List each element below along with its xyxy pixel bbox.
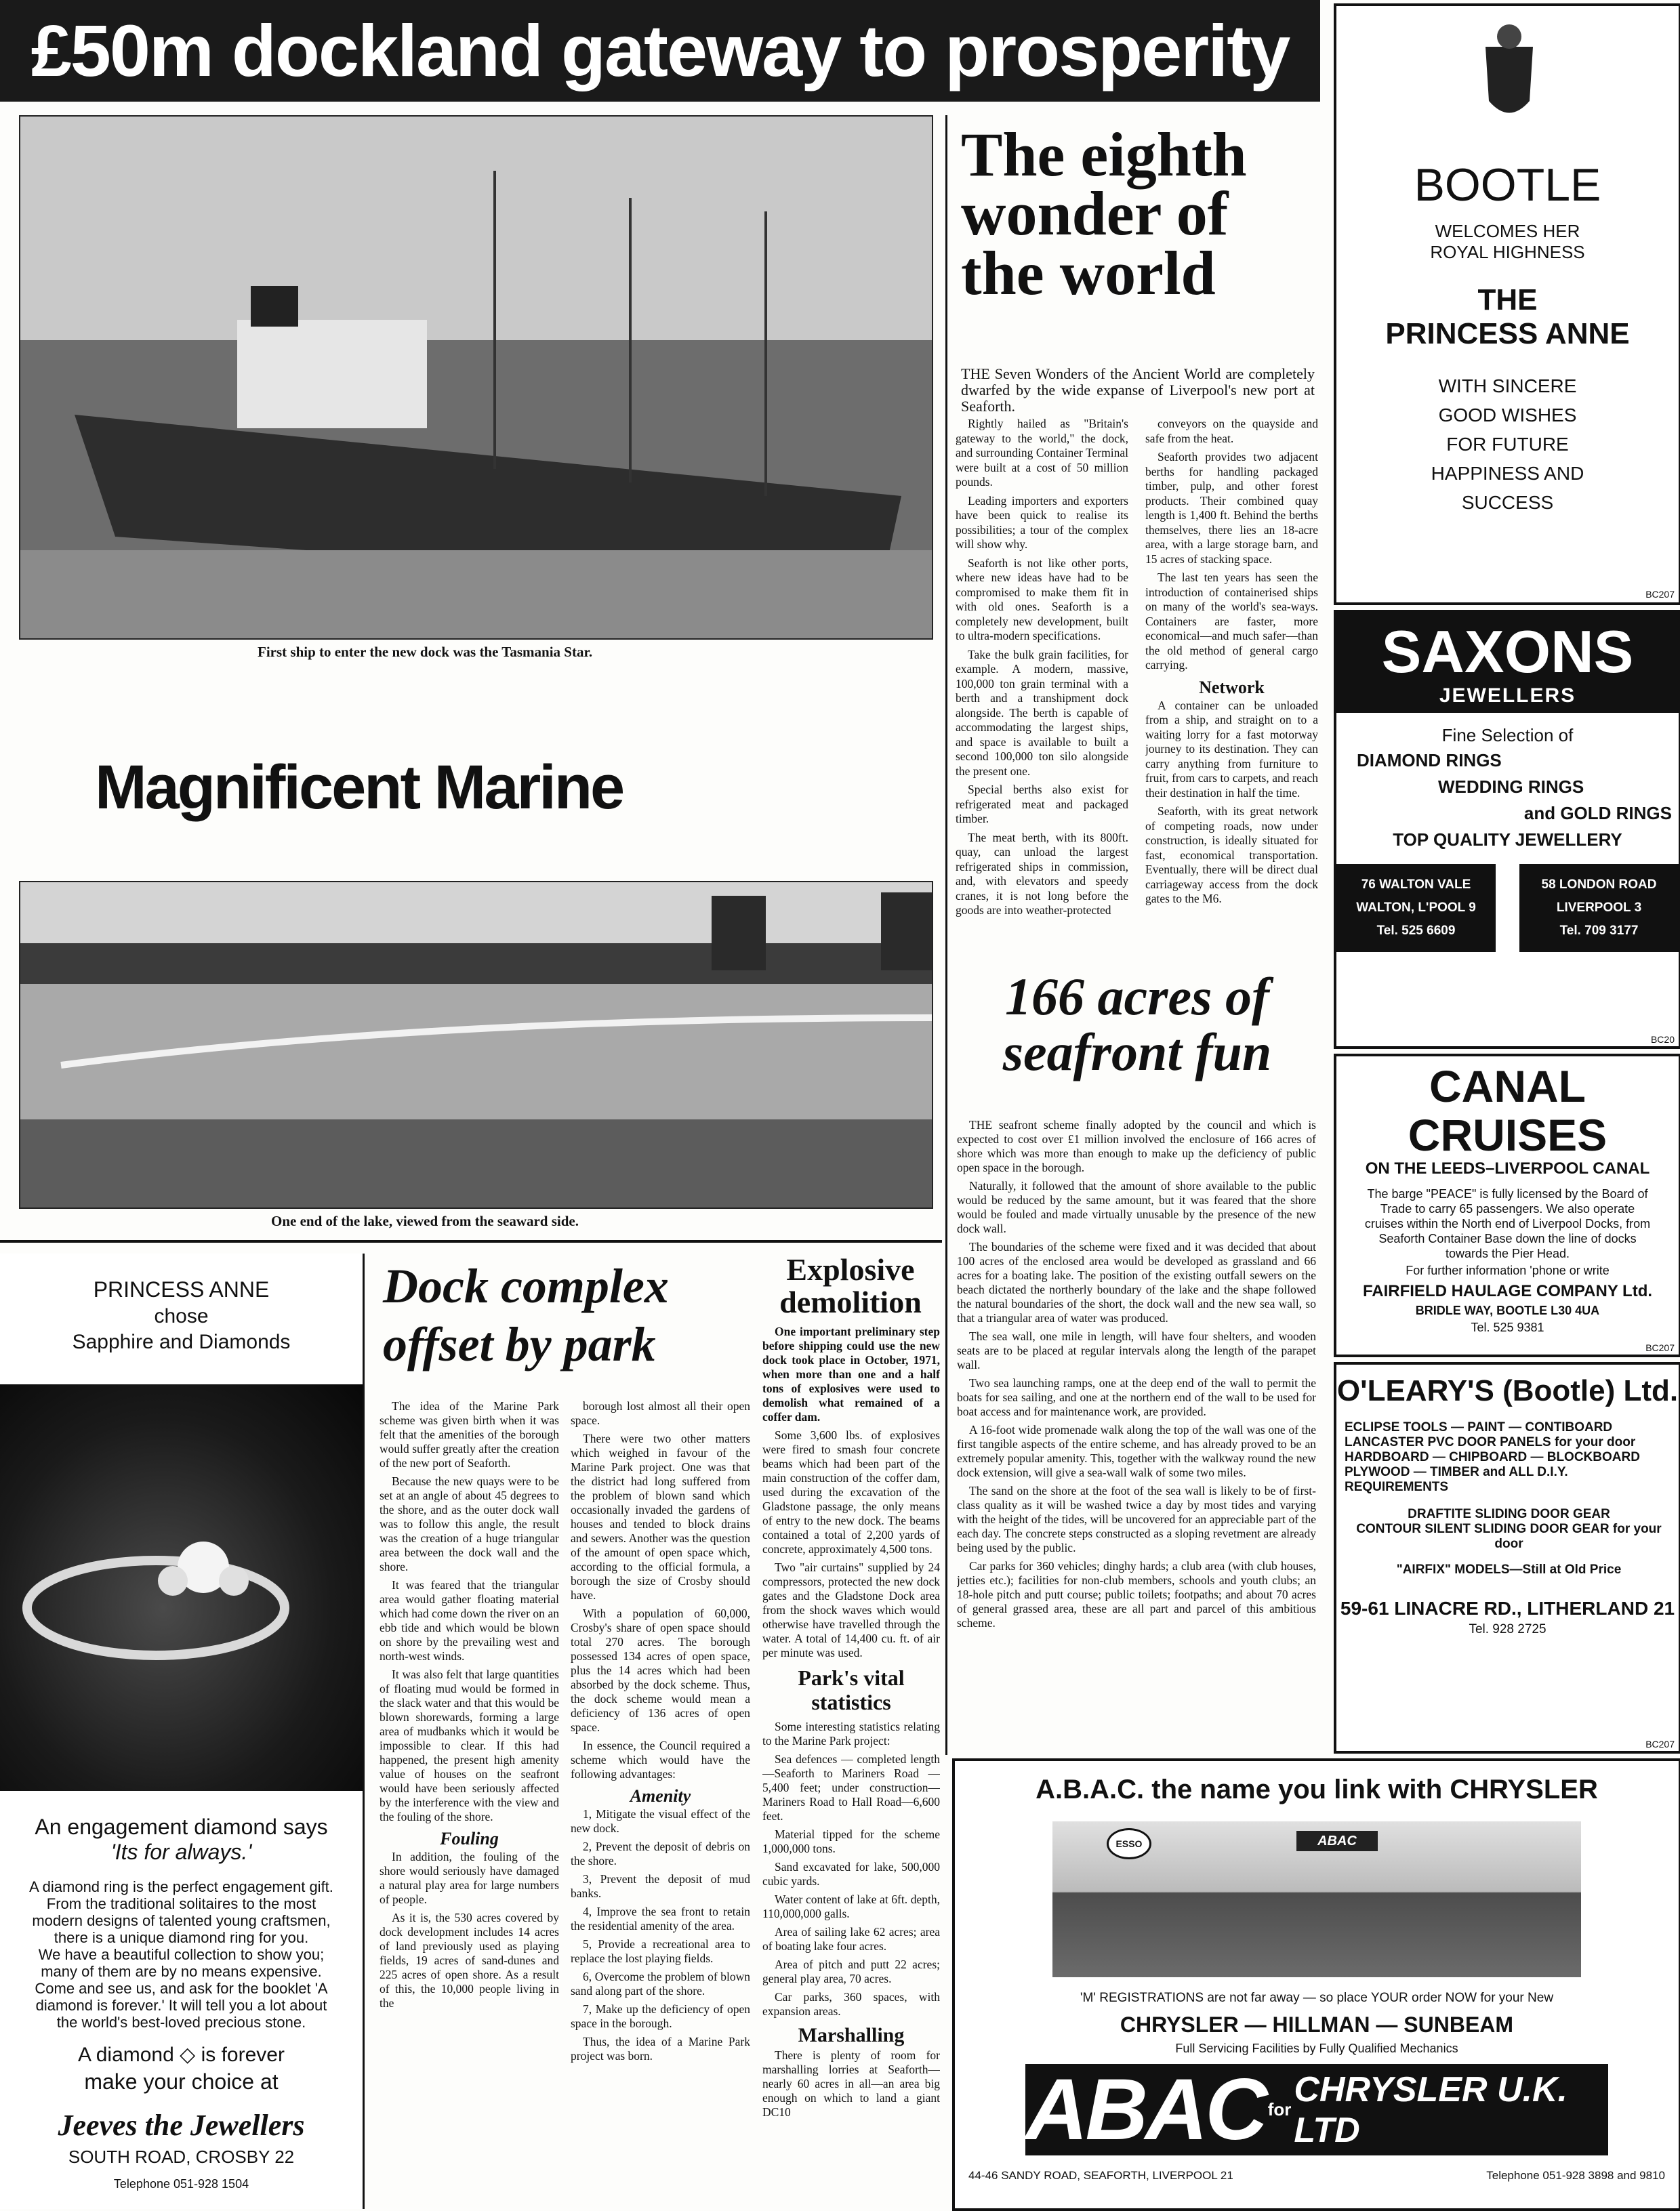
dock-col1-p5: In addition, the fouling of the shore would seriously have damaged a natural play area for large numbers of people. [380,1850,559,1906]
saxons-l2: DIAMOND RINGS [1357,750,1502,770]
abac-logo-box [1025,2061,1608,2158]
demolition-p2: Some 3,600 lbs. of explosives were fired to smash four concrete beams which had been part of the main construction of the coffer dam, used during the excavation of the Gladstone passage, the only means of entry to the new dock. The beams contained a total of 2,200 yards of concrete, approximately 4,500 tons. [762,1428,940,1556]
oleary-line-7: "AIRFIX" MODELS—Still at Old Price [1396,1563,1622,1577]
canal-further: For further information 'phone or write [1406,1264,1610,1277]
dock-col1-p1: The idea of the Marine Park scheme was given birth when it was felt that the amenities of the borough would suffer greatly after the creation of the new port of Seaforth. [380,1399,559,1470]
jeeves-l1: PRINCESS ANNE [93,1277,270,1302]
dock-tail: Thus, the idea of a Marine Park project was born. [571,2035,750,2063]
lake-caption: One end of the lake, viewed from the seaward side. [271,1213,579,1229]
ship-illustration [20,117,932,638]
jeeves-forever-2: is forever [201,2044,285,2066]
abac-ad [952,1758,1680,2211]
wonder-col1-p6: The meat berth, with its 800ft. quay, can unload the largest refrigerated ships in commission, and, with elevators and speedy cranes, it is not long before the goods are into weather-protected [956,830,1128,917]
acres-p3: The boundaries of the scheme were fixed and it was decided that about 100 acres of the enclosed area would be developed as grassland and 66 acres for a boating lake. The position of the existing outfall sewers on the beach dictated the northerly boundary of the lake and the shape followed the natural boundaries of the short, the dock wall and the new sea wall, so that a triangular area of water was produced. [957,1240,1316,1325]
stats-3: Material tipped for the scheme 1,000,000 tons. [762,1827,940,1855]
saxons-ad [1334,610,1680,1049]
oleary-line-5: DRAFTITE SLIDING DOOR GEAR [1408,1507,1610,1521]
oleary-line-4: PLYWOOD — TIMBER and ALL D.I.Y. REQUIREMENTS [1345,1465,1568,1494]
saxons-code: BC20 [1650,1034,1675,1045]
dock-list-6: 6, Overcome the problem of blown sand along part of the shore. [571,1970,750,1998]
dock-col1-p3: It was feared that the triangular area would gather floating material which had come down the river on an ebb tide and which would be blown on shore by the prevailing west and north-west winds. [380,1578,559,1663]
bootle-princess2: PRINCESS ANNE [1385,317,1630,350]
saxons-shop-1 [1336,864,1496,952]
wonder-col1-p5: Special berths also exist for refrigerated meat and packaged timber. [956,783,1128,825]
oleary-line-1: ECLIPSE TOOLS — PAINT — CONTIBOARD [1345,1420,1613,1434]
divider-horizontal [0,1240,942,1243]
dock-subhead-amenity: Amenity [630,1786,691,1806]
jeeves-name: Jeeves the Jewellers [58,2109,305,2142]
dock-list-4: 4, Improve the sea front to retain the residential amenity of the area. [571,1905,750,1933]
acres-body [957,1118,1316,1731]
canal-address: BRIDLE WAY, BOOTLE L30 4UA [1415,1304,1600,1317]
wonder-col2-p5: Seaforth, with its great network of competing roads, now under construction, is ideally situated for fast, economical transportation. Eventually, there will be direct dual carriageway access from the dock gates to the M6. [1145,804,1318,905]
jeeves-l3: Sapphire and Diamonds [72,1331,291,1353]
jeeves-address: SOUTH ROAD, CROSBY 22 [68,2147,295,2167]
stats-2: Sea defences — completed length—Seaforth to Mariners Road — 5,400 feet; under construction—Mariners Road to Hall Road—6,600 feet. [762,1752,940,1823]
saxons-shop1-l2: WALTON, L'POOL 9 [1356,901,1476,915]
abac-address: 44-46 SANDY ROAD, SEAFORTH, LIVERPOOL 21 [968,2169,1233,2182]
saxons-title: SAXONS [1381,618,1634,685]
wonder-col2-p2: Seaforth provides two adjacent berths for handling packaged timber, pulp, and other forest products. Their combined quay length is 1,400 ft. Behind the berths themselves, there lies an 18-acre area, with a large storage barn, and 15 acres of stacking space. [1145,450,1318,566]
stats-1: Some interesting statistics relating to the Marine Park project: [762,1720,940,1748]
canal-company: FAIRFIELD HAULAGE COMPANY Ltd. [1362,1282,1653,1300]
dock-list-7: 7, Make up the deficiency of open space in the borough. [571,2002,750,2030]
saxons-shop1-l3: Tel. 525 6609 [1376,924,1456,938]
oleary-ad [1334,1362,1680,1754]
bootle-wish-1: WITH SINCERE [1438,375,1577,396]
stats-6: Area of sailing lake 62 acres; area of boating lake four acres. [762,1925,940,1953]
esso-sign: ESSO [1107,1828,1151,1859]
saxons-sub: JEWELLERS [1439,684,1576,707]
bootle-princess1: THE [1477,283,1538,316]
jeeves-choice: make your choice at [84,2069,279,2094]
jeeves-forever [0,2043,363,2067]
abac-tel: Telephone 051-928 3898 and 9810 [1486,2169,1665,2182]
divider-vertical [945,115,947,1755]
canal-sub: ON THE LEEDS–LIVERPOOL CANAL [1365,1159,1650,1178]
saxons-l1: Fine Selection of [1441,725,1574,745]
wonder-subhead: Network [1199,677,1265,697]
jeeves-tel: Telephone 051-928 1504 [113,2177,249,2191]
saxons-shop-2 [1519,864,1679,952]
wonder-lead: THE Seven Wonders of the Ancient World are completely dwarfed by the wide expanse of Liverpool's new port at Seaforth. [961,365,1315,415]
jeeves-forever-1: A diamond [78,2044,174,2066]
bootle-wish-4: HAPPINESS AND [1431,463,1584,484]
oleary-line-6: CONTOUR SILENT SLIDING DOOR GEAR for your door [1356,1522,1662,1551]
acres-headline: 166 acres of seafront fun [1002,967,1272,1081]
dock-list-1: 1, Mitigate the visual effect of the new dock. [571,1807,750,1835]
lake-illustration [20,882,932,1207]
saxons-shop2-l3: Tel. 709 3177 [1559,924,1639,938]
jeeves-l2: chose [154,1305,209,1327]
jeeves-tagline2: 'Its for always.' [110,1840,252,1864]
abac-service: Full Servicing Facilities by Fully Qualified Mechanics [1175,2042,1458,2055]
lake-photo [19,881,933,1209]
demolition-p1: One important preliminary step before shipping could use the new dock took place in October, 1971, when more than one and a half tons of explosives were used to demolish what remained of a coffer dam. [762,1325,940,1424]
saxons-shop1-l1: 76 WALTON VALE [1361,877,1471,892]
dock-subhead-fouling: Fouling [440,1829,499,1848]
acres-p5: Two sea launching ramps, one at the deep end of the wall to permit the boats for sea sailing, and one at the northern end of the wall to be used for boat access and for maintenance work, are provided. [957,1376,1316,1418]
marine-title: Magnificent Marine [95,753,623,822]
jeeves-tagline1: An engagement diamond says [35,1815,328,1839]
acres-p6: A 16-foot wide promenade walk along the top of the wall was one of the first tangible aspects of the entire scheme, and has already proved to be an extremely popular amenity. This, together with the walkway round the new dock extension, will give a sea-wall walk of some two miles. [957,1423,1316,1479]
oleary-title: O'LEARY'S (Bootle) Ltd. [1336,1374,1679,1407]
jeeves-body-1: A diamond ring is the perfect engagement gift. From the traditional solitaires to the most modern designs of talented young craftsmen, there is a unique diamond ring for you. [29,1878,333,1946]
acres-p1: THE seafront scheme finally adopted by the council and which is expected to cost over £1 million involved the enclosure of 166 acres of shore which was more than enough to make up the deficiency of public open space in the borough. [957,1118,1316,1174]
saxons-shop2-l2: LIVERPOOL 3 [1556,901,1642,915]
oleary-line-3: HARDBOARD — CHIPBOARD — BLOCKBOARD [1345,1450,1640,1464]
acres-p8: Car parks for 360 vehicles; dinghy hards; a club area (with club houses, jetties etc.); facilities for non-club members, schools and youth clubs; an 18-hole pitch and putt course; public toilets; footpaths; and about 70 acres of general grassed area, these are all part and parcel of this ambitious scheme. [957,1559,1316,1630]
dock-col2-p2: There were two other matters which weighed in favour of the Marine Park project. One was that the district had long suffered from the problem of blown sand which occasionally invaded the gardens of houses and tended to block drains and sewers. Another was the question of the amount of open space which, according to the official formula, a borough the size of Crosby should have. [571,1432,750,1602]
ring-photo [0,1384,363,1791]
oleary-line-2: LANCASTER PVC DOOR PANELS for your door [1345,1435,1636,1449]
canal-title: CANAL CRUISES [1408,1061,1607,1160]
saxons-header [1336,613,1679,713]
abac-reg: 'M' REGISTRATIONS are not far away — so place YOUR order NOW for your New [1080,1991,1554,2005]
diamond-ring-icon [0,1384,363,1791]
bootle-ad [1334,3,1680,605]
canal-code: BC207 [1645,1342,1675,1353]
wonder-col2-p4: A container can be unloaded from a ship, and straight on to a waiting lorry for a fast motorway journey to its destination. They can carry anything from furniture to fruit, from cars to carpets, and reach their destination in half the time. [1145,698,1318,800]
wonder-col1-p1: Rightly hailed as "Britain's gateway to the world," the dock, and surrounding Container Terminal were built at a cost of 50 million pounds. [956,417,1128,489]
demolition-headline: Explosive demolition [779,1252,922,1319]
jeeves-ad [0,1254,365,2209]
wonder-col1 [956,417,1128,966]
stats-8: Car parks, 360 spaces, with expansion areas. [762,1990,940,2018]
abac-logo-tail: CHRYSLER U.K. LTD [1294,2069,1568,2150]
stats-4: Sand excavated for lake, 500,000 cubic yards. [762,1860,940,1888]
oleary-tel: Tel. 928 2725 [1469,1622,1546,1636]
bootle-wish-5: SUCCESS [1461,492,1554,513]
bootle-welcome2: ROYAL HIGHNESS [1430,242,1585,262]
abac-logo-for: for [1267,2099,1292,2120]
wonder-col1-p3: Seaforth is not like other ports, where new ideas have had to be compromised to make them fit in with old ones. Seaforth is a completely new development, built to ultra-modern specifications. [956,556,1128,642]
demolition-body [762,1325,940,2206]
ship-caption: First ship to enter the new dock was the Tasmania Star. [258,644,593,660]
dock-col2-p1: borough lost almost all their open space. [571,1399,750,1427]
bootle-wish-3: FOR FUTURE [1446,434,1569,455]
dock-col1-p6: As it is, the 530 acres covered by dock development includes 14 acres of land previously used as playing fields, 19 acres of sand-dunes and 225 acres of open shore. As a result of this, the 10,000 people living in the [380,1911,559,2010]
dock-col2-p4: In essence, the Council required a scheme which would have the following advantages: [571,1739,750,1781]
abac-footer [968,2169,1665,2183]
wonder-col2-p3: The last ten years has seen the introduction of containerised ships on many of the world's sea-ways. Containers are faster, more economical—and much safer—than the old method of general cargo carrying. [1145,571,1318,671]
bootle-code: BC207 [1645,589,1675,600]
dock-col2-p3: With a population of 60,000, Crosby's share of open space should total 270 acres. The borough possessed 134 acres of open space, plus the 14 acres which had been absorbed by the dock scheme. Thus, the dock scheme would mean a deficiency of 136 acres of open space. [571,1607,750,1734]
oleary-code: BC207 [1645,1739,1675,1750]
marshalling-subhead: Marshalling [798,2024,905,2046]
dock-col2 [571,1399,750,2206]
canal-body: The barge "PEACE" is fully licensed by the Board of Trade to carry 65 passengers. We also operate cruises within the North end of Liverpool Docks, from Seaforth Container Base down the line of docks towards the Pier Head. [1364,1187,1651,1260]
bootle-welcome1: WELCOMES HER [1435,221,1580,241]
dock-list-3: 3, Prevent the deposit of mud banks. [571,1872,750,1900]
stats-headline: Park's vital statistics [798,1666,905,1714]
abac-sign: ABAC [1296,1831,1378,1851]
dock-col1-p4: It was also felt that large quantities of floating mud would be formed in the slack water and that this would be blown shorewards, forming a large area of mudbanks which it would be impossible to clear. If this had happened, the present high amenity value of houses on the seafront would have been seriously affected by the interference with the view and the fouling of the shore. [380,1668,559,1823]
dock-headline: Dock complex offset by park [383,1259,669,1372]
wonder-headline: The eighth wonder of the world [961,120,1247,308]
stats-5: Water content of lake at 6ft. depth, 110,000,000 galls. [762,1893,940,1920]
bootle-wish [1336,371,1679,517]
wonder-col1-p2: Leading importers and exporters have been quick to realise its possibilities; a tour of the complex will show why. [956,493,1128,551]
dock-list-2: 2, Prevent the deposit of debris on the shore. [571,1840,750,1867]
wonder-col2 [1145,417,1318,966]
garage-photo [1052,1821,1581,1977]
dock-col1 [380,1399,559,2206]
saxons-l5: TOP QUALITY JEWELLERY [1393,829,1622,850]
saxons-l3: WEDDING RINGS [1438,777,1584,797]
acres-p4: The sea wall, one mile in length, will have four shelters, and wooden seats are to be placed at regular intervals along the length of the parapet wall. [957,1329,1316,1371]
main-headline: £50m dockland gateway to prosperity [0,0,1320,102]
dock-list-5: 5, Provide a recreational area to replace the lost playing fields. [571,1937,750,1965]
canal-tel: Tel. 525 9381 [1471,1321,1544,1334]
saxons-shop2-l1: 58 LONDON ROAD [1541,877,1657,892]
stats-7: Area of pitch and putt 22 acres; general play area, 70 acres. [762,1958,940,1985]
abac-title: A.B.A.C. the name you link with CHRYSLER [1036,1775,1598,1804]
ship-photo [19,115,933,640]
marshalling-text: There is plenty of room for marshalling lorries at Seaforth—nearly 60 acres in all—an area big enough on which to land a giant DC10 [762,2048,940,2119]
bootle-wish-2: GOOD WISHES [1438,405,1577,426]
acres-p7: The sand on the shore at the foot of the sea wall is likely to be of first-class quality as it will be washed twice a day by most tides and varying with the height of the tides, will be uncovered for an appreciable part of the each day. The concrete steps constructed as a sloping revetment are already being used by the public. [957,1484,1316,1554]
bootle-title: BOOTLE [1414,159,1601,211]
oleary-lines [1345,1420,1673,1577]
oleary-address: 59-61 LINACRE RD., LITHERLAND 21 [1340,1598,1675,1619]
abac-brands: CHRYSLER — HILLMAN — SUNBEAM [1120,2012,1514,2037]
coat-of-arms-icon [1336,6,1679,142]
wonder-col1-p4: Take the bulk grain facilities, for example. A modern, massive, 100,000 ton grain terminal with a berth and a transhipment dock alongside. The berth is capable of accommodating the largest ships, and space is available to built a second 100,000 ton silo alongside the present one. [956,647,1128,778]
abac-logo: ABAC [1025,2061,1265,2158]
jeeves-body-3: Come and see us, and ask for the booklet 'A diamond is forever.' It will tell you a lot about the world's best-loved precious stone. [35,1980,328,2031]
demolition-p3: Two "air curtains" supplied by 24 compressors, protected the new dock gates and the Gladstone Dock area from the shock waves which would otherwise have travelled through the water. A total of 14,400 cu. ft. of air per minute was used. [762,1561,940,1659]
jeeves-body-2: We have a beautiful collection to show you; many of them are by no means expensive. [38,1946,325,1980]
dock-col1-p2: Because the new quays were to be set at an angle of about 45 degrees to the shore, and as the outer dock wall was to follow this angle, the result was the creation of a huge triangular area between the dock wall and the shore. [380,1474,559,1573]
saxons-l4: and GOLD RINGS [1523,803,1672,823]
acres-p2: Naturally, it followed that the amount of shore available to the public would be reduced by the same amount, but it was feared that the shore would be fouled and made virtually unusable by the presence of the new dock wall. [957,1179,1316,1235]
jeeves-body [27,1878,335,2031]
wonder-col2-p1: conveyors on the quayside and safe from the heat. [1145,417,1318,445]
saxons-shops [1336,864,1679,952]
diamond-icon: ◇ [180,2044,196,2066]
canal-ad [1334,1054,1680,1357]
